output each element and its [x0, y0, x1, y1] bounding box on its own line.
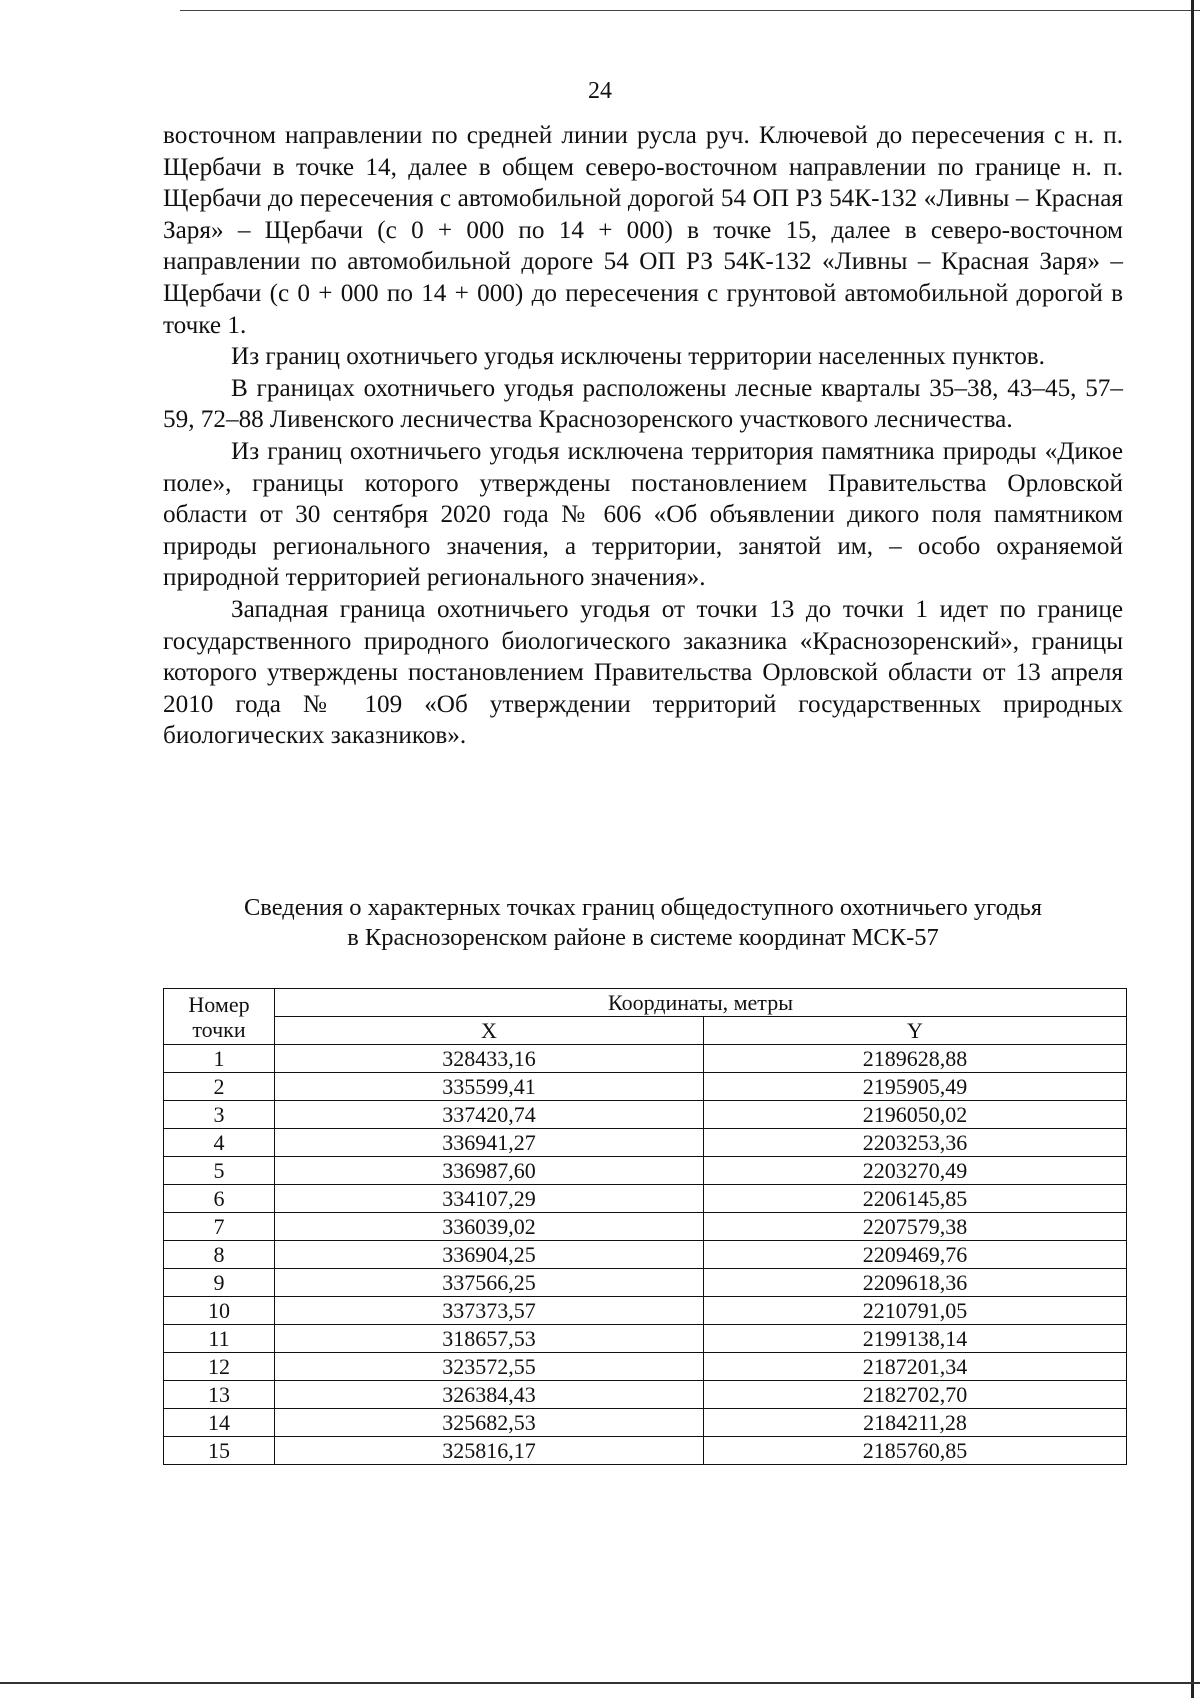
table-row: [164, 1073, 1127, 1101]
table-title: [163, 893, 1123, 952]
y-cell: 2182702,70: [704, 1381, 1127, 1409]
table-row: [164, 1325, 1127, 1353]
point-number-cell: 2: [164, 1073, 275, 1101]
x-cell: 325816,17: [275, 1437, 704, 1465]
x-cell: 328433,16: [275, 1045, 704, 1073]
point-number-cell: 5: [164, 1157, 275, 1185]
y-cell: 2209618,36: [704, 1269, 1127, 1297]
x-cell: 325682,53: [275, 1409, 704, 1437]
document-body: [163, 120, 1123, 752]
table-row: [164, 1129, 1127, 1157]
point-number-cell: 1: [164, 1045, 275, 1073]
x-cell: 337373,57: [275, 1297, 704, 1325]
point-header-line: точки: [192, 1016, 246, 1042]
x-cell: 335599,41: [275, 1073, 704, 1101]
y-cell: 2187201,34: [704, 1353, 1127, 1381]
point-number-header: [164, 989, 275, 1045]
table-header-row: [164, 989, 1127, 1017]
table-row: [164, 1213, 1127, 1241]
x-cell: 337566,25: [275, 1269, 704, 1297]
point-number-cell: 7: [164, 1213, 275, 1241]
point-number-cell: 4: [164, 1129, 275, 1157]
x-cell: 336941,27: [275, 1129, 704, 1157]
scan-bottom-edge: [0, 1682, 1200, 1684]
table-row: [164, 1045, 1127, 1073]
y-cell: 2203270,49: [704, 1157, 1127, 1185]
table-row: [164, 1353, 1127, 1381]
point-number-cell: 6: [164, 1185, 275, 1213]
x-cell: 337420,74: [275, 1101, 704, 1129]
x-cell: 326384,43: [275, 1381, 704, 1409]
paragraph: В границах охотничьего угодья расположены лесные кварталы 35–38, 43–45, 57–59, 72–88 Ливенского лесничества Краснозоренского участкового лесничества.: [163, 374, 1123, 434]
x-cell: 318657,53: [275, 1325, 704, 1353]
table-row: [164, 1241, 1127, 1269]
y-header: Y: [704, 1017, 1127, 1045]
y-cell: 2185760,85: [704, 1437, 1127, 1465]
table-row: [164, 1269, 1127, 1297]
paragraph: Западная граница охотничьего угодья от точки 13 до точки 1 идет по границе государственного природного биологического заказника «Краснозоренский», границы которого утверждены постановлением Правительства Орловской области от 13 апреля 2010 года № 109 «Об утверждении территорий государственных природных биологических заказников».: [163, 595, 1123, 750]
point-number-cell: 13: [164, 1381, 275, 1409]
paragraph: Из границ охотничьего угодья исключены территории населенных пунктов.: [231, 343, 1045, 371]
table-row: [164, 1157, 1127, 1185]
point-number-cell: 11: [164, 1325, 275, 1353]
coordinates-table: [163, 988, 1127, 1465]
table-row: [164, 1185, 1127, 1213]
table-row: [164, 1297, 1127, 1325]
point-number-cell: 12: [164, 1353, 275, 1381]
x-cell: 336904,25: [275, 1241, 704, 1269]
y-cell: 2207579,38: [704, 1213, 1127, 1241]
x-cell: 336039,02: [275, 1213, 704, 1241]
x-cell: 323572,55: [275, 1353, 704, 1381]
scan-top-edge: [0, 0, 1200, 16]
x-cell: 334107,29: [275, 1185, 704, 1213]
x-cell: 336987,60: [275, 1157, 704, 1185]
paragraph: Из границ охотничьего угодья исключена территория памятника природы «Дикое поле», границы которого утверждены постановлением Правительства Орловской области от 30 сентября 2020 года № 606 «Об объявлении дикого поля памятником природы регионального значения, а территории, занятой им, – особо охраняемой природной территорией регионального значения».: [163, 437, 1123, 592]
table-row: [164, 1409, 1127, 1437]
point-header-line: Номер: [188, 991, 250, 1017]
page-number: 24: [588, 78, 612, 104]
scan-right-edge: [1191, 0, 1194, 1698]
y-cell: 2206145,85: [704, 1185, 1127, 1213]
table-row: [164, 1101, 1127, 1129]
table-body: [164, 1045, 1127, 1465]
point-number-cell: 14: [164, 1409, 275, 1437]
y-cell: 2196050,02: [704, 1101, 1127, 1129]
paragraph: восточном направлении по средней линии русла руч. Ключевой до пересечения с н. п. Щербачи в точке 14, далее в общем северо-восточном направлении по границе н. п. Щербачи до пересечения с автомобильной дорогой 54 ОП РЗ 54К-132 «Ливны – Красная Заря» – Щербачи (с 0 + 000 по 14 + 000) в точке 15, далее в северо-восточном направлении по автомобильной дороге 54 ОП РЗ 54К-132 «Ливны – Красная Заря» – Щербачи (с 0 + 000 по 14 + 000) до пересечения с грунтовой автомобильной дорогой в точке 1.: [163, 122, 1123, 339]
table-row: [164, 1381, 1127, 1409]
table-row: [164, 1437, 1127, 1465]
y-cell: 2184211,28: [704, 1409, 1127, 1437]
point-number-cell: 8: [164, 1241, 275, 1269]
y-cell: 2189628,88: [704, 1045, 1127, 1073]
coords-header: Координаты, метры: [275, 989, 1127, 1017]
y-cell: 2209469,76: [704, 1241, 1127, 1269]
point-number-cell: 15: [164, 1437, 275, 1465]
y-cell: 2203253,36: [704, 1129, 1127, 1157]
table-title-line: Сведения о характерных точках границ общедоступного охотничьего угодья: [243, 894, 1043, 921]
table-header-row: [164, 1017, 1127, 1045]
x-header: X: [275, 1017, 704, 1045]
point-number-cell: 9: [164, 1269, 275, 1297]
y-cell: 2210791,05: [704, 1297, 1127, 1325]
y-cell: 2195905,49: [704, 1073, 1127, 1101]
point-number-cell: 10: [164, 1297, 275, 1325]
point-number-cell: 3: [164, 1101, 275, 1129]
y-cell: 2199138,14: [704, 1325, 1127, 1353]
table-title-line: в Краснозоренском районе в системе координат МСК-57: [347, 923, 939, 951]
